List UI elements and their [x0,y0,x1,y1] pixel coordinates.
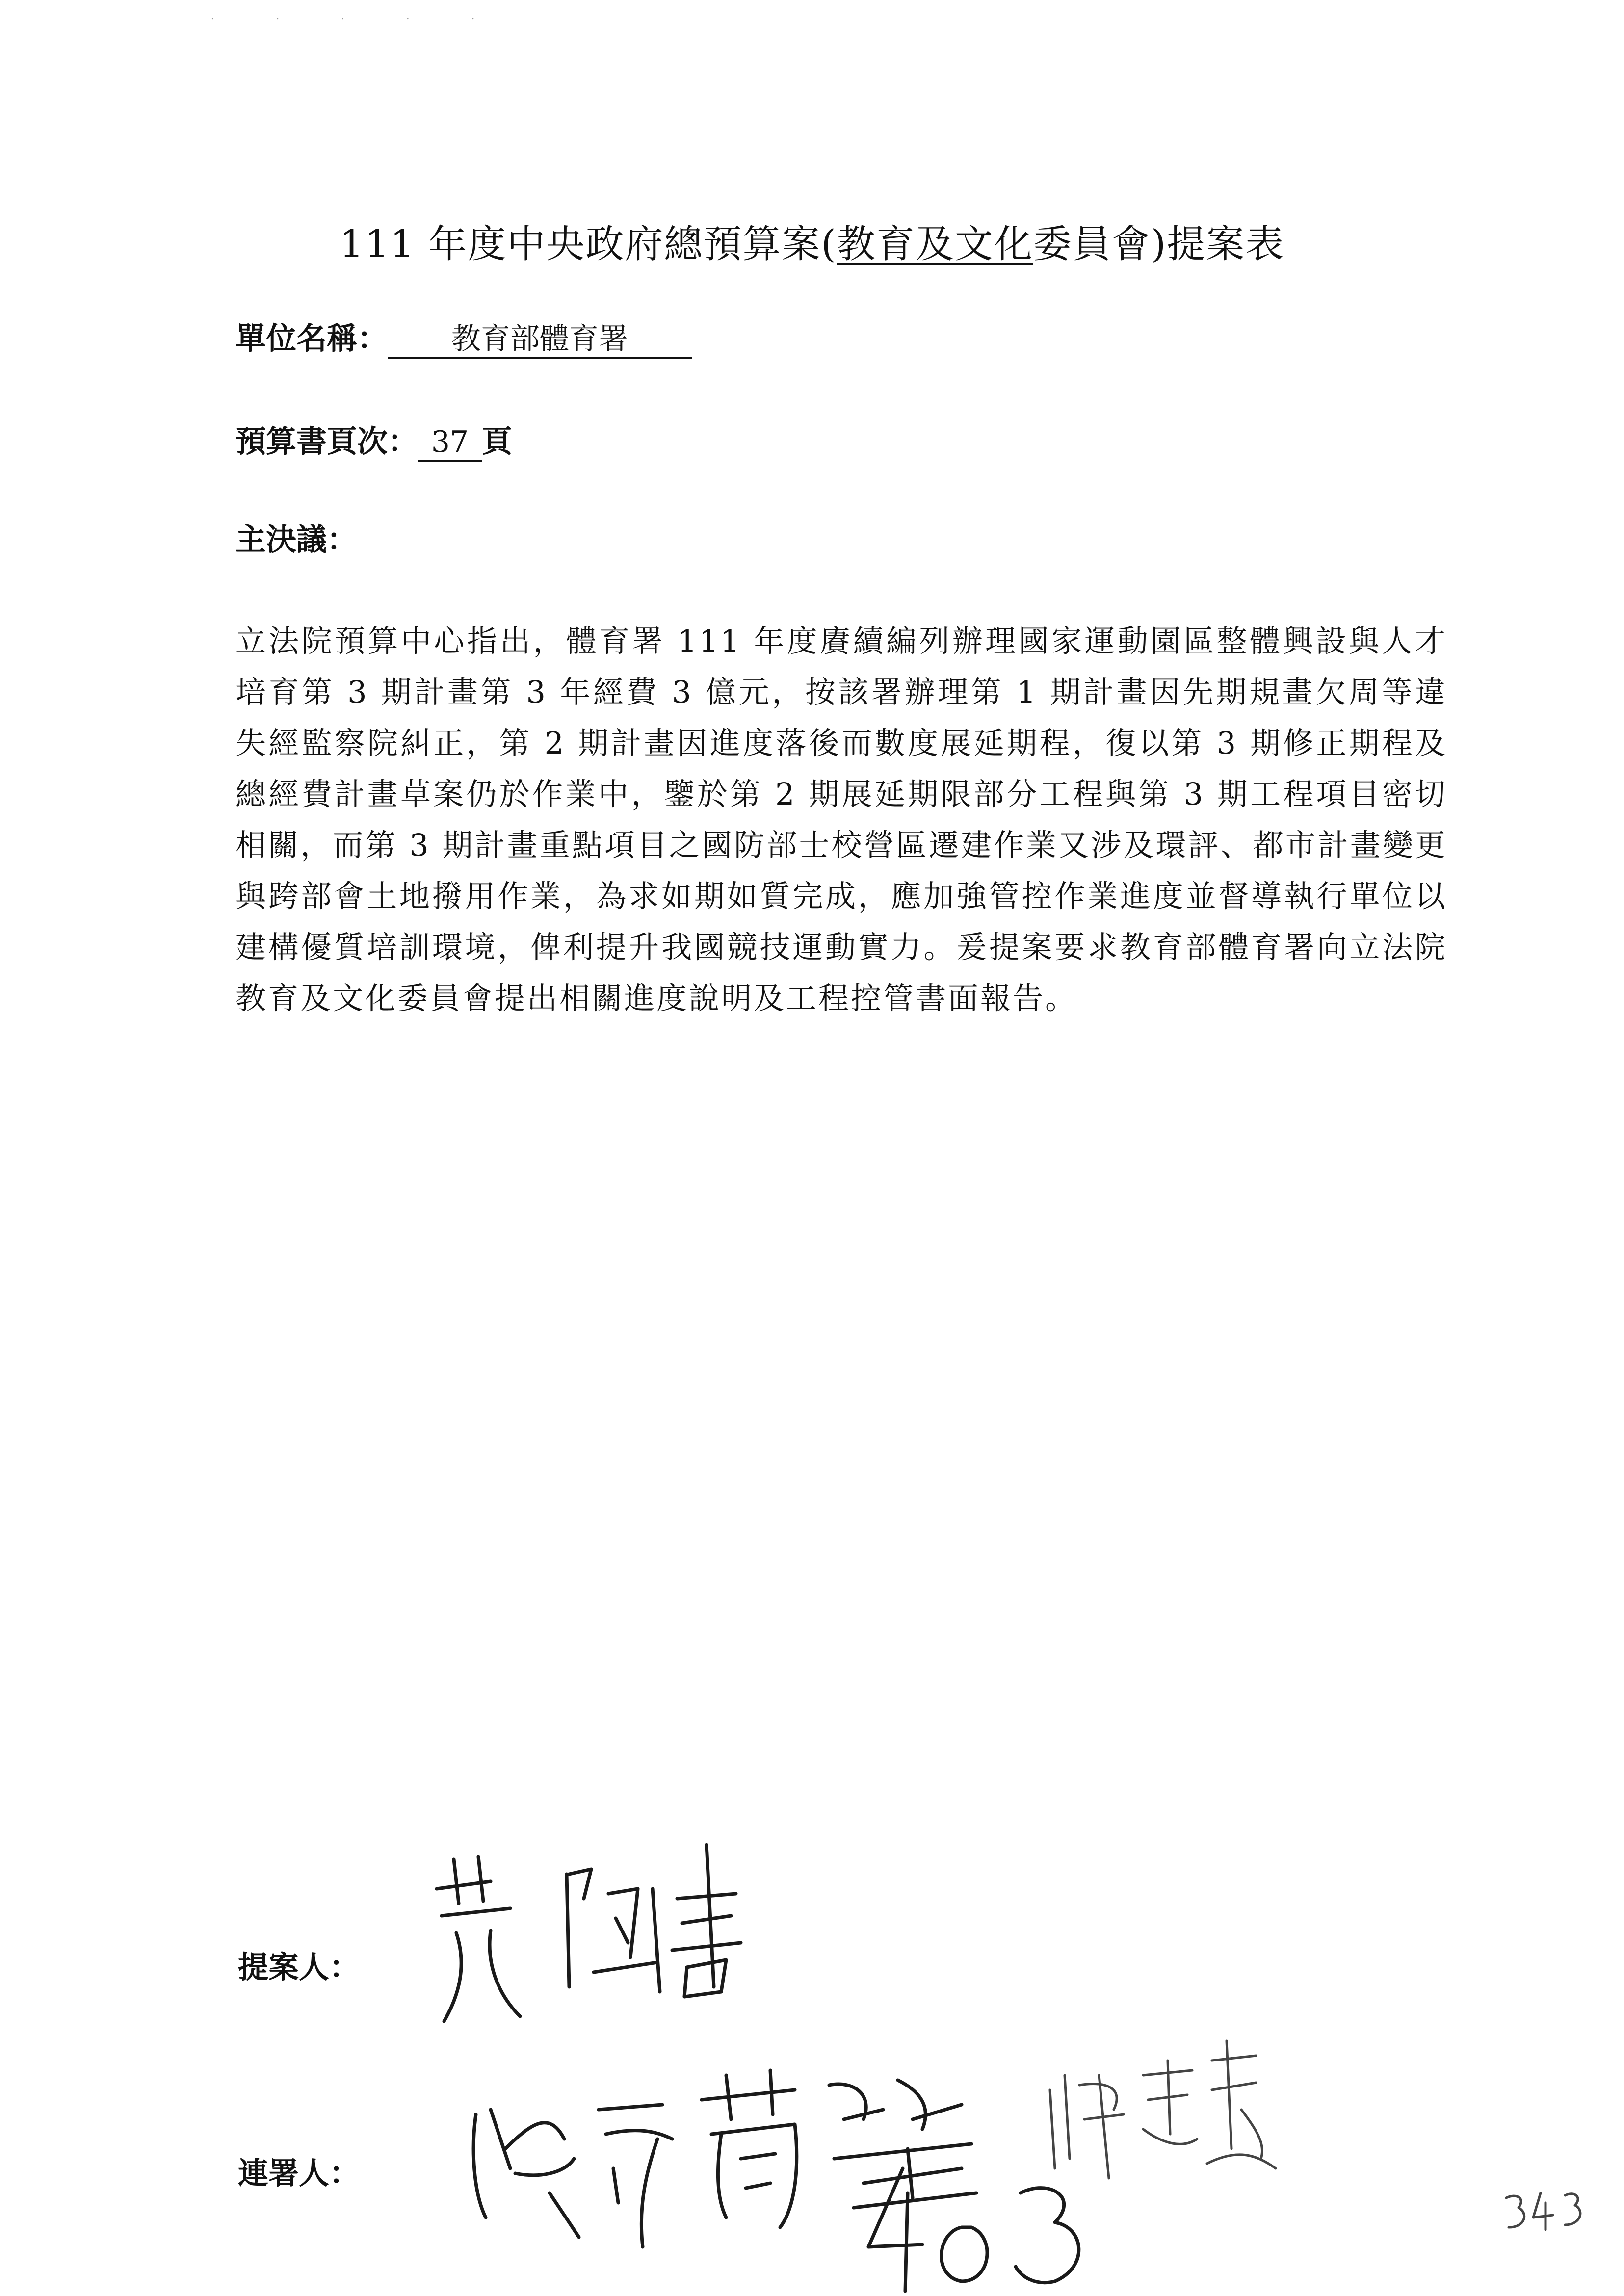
page-value: 37 [418,424,482,462]
cosigner-signature-1 [473,2070,976,2247]
title-committee: 教育及文化 [837,222,1033,266]
handwritten-number-403 [868,2168,1079,2291]
title-prefix: 111 年度中央政府總預算案( [339,222,837,266]
proposer-label: 提案人： [238,1949,360,1985]
handwritten-page-343 [1506,2193,1580,2230]
unit-label: 單位名稱： [236,320,388,356]
cosigner-label: 連署人： [238,2155,360,2191]
resolution-label: 主決議： [236,522,358,557]
scan-specks: . . . . . [211,10,504,22]
cosigner-signature-2 [1050,2041,1276,2178]
proposer-signature [437,1845,741,2021]
resolution-body: 立法院預算中心指出，體育署 111 年度賡續編列辦理國家運動園區整體興設與人才培育第 3 期計畫第 3 年經費 3 億元，按該署辦理第 1 期計畫因先期規畫欠周等違失經監察院糾正，第 2 期計畫因進度落後而數度展延期程，復以第 3 期修正期程及總經費計畫草案仍於作業中，鑒於第 2 期展延期限部分工程與第 3 期工程項目密切相關，而第 3 期計畫重點項目之國防部士校營區遷建作業又涉及環評、都市計畫變更與跨部會土地撥用作業，為求如期如質完成，應加強管控作業進度並督導執行單位以建構優質培訓環境，俾利提升我國競技運動實力。爰提案要求教育部體育署向立法院教育及文化委員會提出相關進度說明及工程控管書面報告。 [236,623,1447,1016]
title-suffix: 委員會)提案表 [1033,222,1285,266]
unit-value: 教育部體育署 [388,321,692,359]
page-label: 預算書頁次： [236,423,419,459]
page-unit: 頁 [482,423,513,459]
